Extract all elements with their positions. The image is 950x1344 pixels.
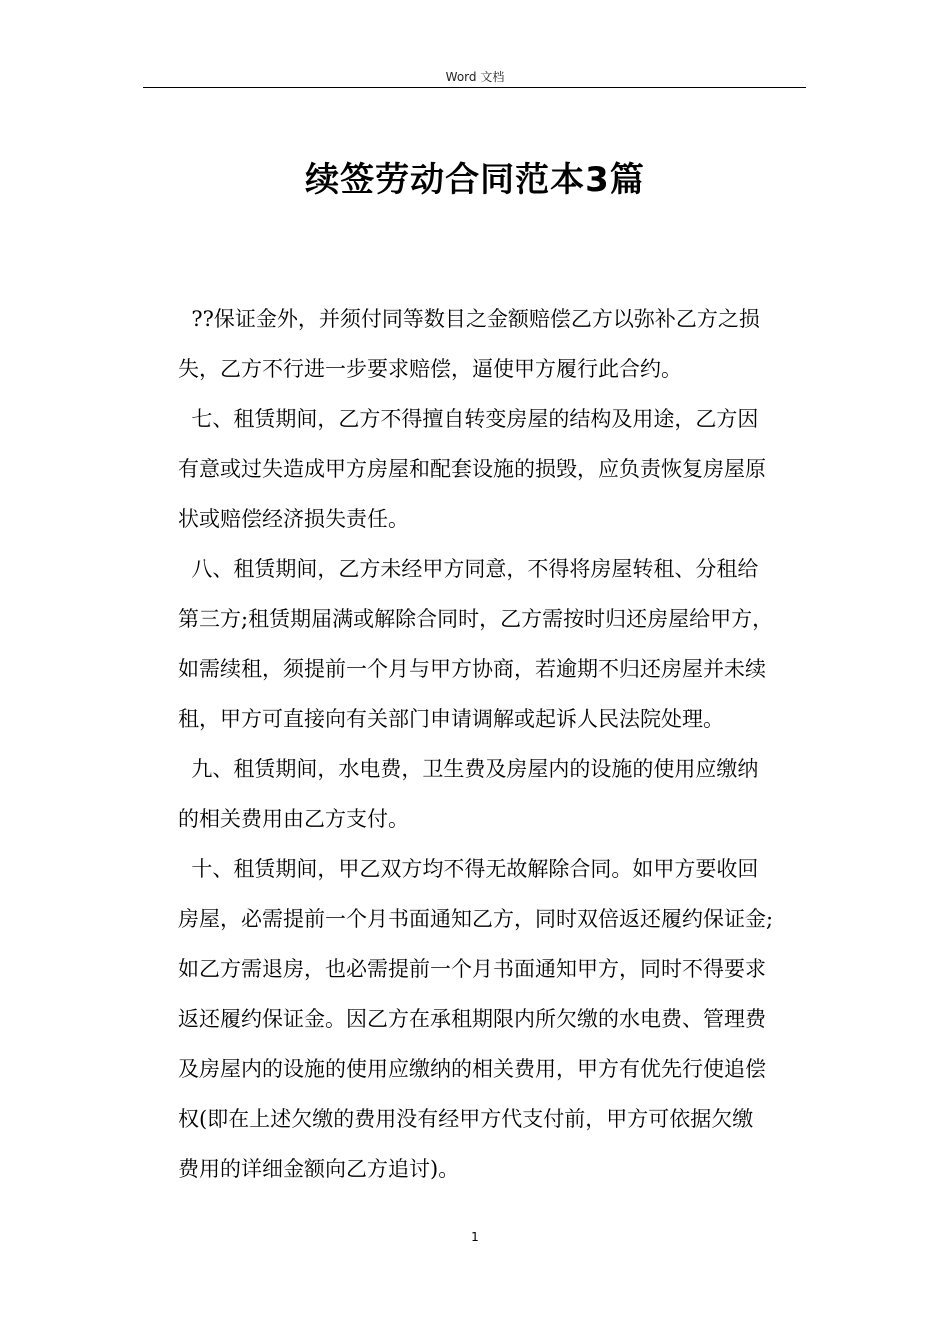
body-line: 房屋，必需提前一个月书面通知乙方，同时双倍返还履约保证金; <box>178 907 774 931</box>
body-line: 如需续租，须提前一个月与甲方协商，若逾期不归还房屋并未续 <box>178 657 766 681</box>
document-body <box>178 294 808 1194</box>
body-line: 八、租赁期间，乙方未经甲方同意，不得将房屋转租、分租给 <box>178 557 759 581</box>
body-line: 失，乙方不行进一步要求赔偿，逼使甲方履行此合约。 <box>178 357 682 381</box>
body-line: 第三方;租赁期届满或解除合同时，乙方需按时归还房屋给甲方， <box>178 607 774 631</box>
body-line: 及房屋内的设施的使用应缴纳的相关费用，甲方有优先行使追偿 <box>178 1057 766 1081</box>
body-line: 租，甲方可直接向有关部门申请调解或起诉人民法院处理。 <box>178 707 724 731</box>
body-line: 十、租赁期间，甲乙双方均不得无故解除合同。如甲方要收回 <box>178 857 759 881</box>
body-line: 权(即在上述欠缴的费用没有经甲方代支付前，甲方可依据欠缴 <box>178 1107 754 1131</box>
body-line: 费用的详细金额向乙方追讨)。 <box>178 1157 460 1181</box>
body-line: 状或赔偿经济损失责任。 <box>178 507 409 531</box>
header-label: Word 文档 <box>445 70 505 84</box>
body-line: 如乙方需退房，也必需提前一个月书面通知甲方，同时不得要求 <box>178 957 766 981</box>
body-line: 返还履约保证金。因乙方在承租期限内所欠缴的水电费、管理费 <box>178 1007 766 1031</box>
body-line: 七、租赁期间，乙方不得擅自转变房屋的结构及用途，乙方因 <box>178 407 759 431</box>
body-line: ??保证金外，并须付同等数目之金额赔偿乙方以弥补乙方之损 <box>178 307 760 331</box>
body-line: 九、租赁期间，水电费，卫生费及房屋内的设施的使用应缴纳 <box>178 757 759 781</box>
body-line: 有意或过失造成甲方房屋和配套设施的损毁，应负责恢复房屋原 <box>178 457 766 481</box>
body-line: 的相关费用由乙方支付。 <box>178 807 409 831</box>
document-title: 续签劳动合同范本3篇 <box>305 160 645 200</box>
page-number: 1 <box>471 1230 479 1244</box>
header-rule <box>143 87 806 88</box>
